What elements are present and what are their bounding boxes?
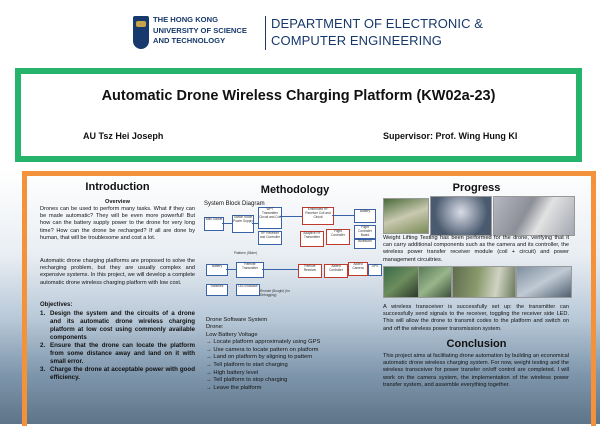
author-name: AU Tsz Hei Joseph	[83, 131, 164, 141]
system-block-diagram-remote	[204, 262, 380, 306]
transceiver-photo	[516, 266, 572, 298]
weight-test-photo	[383, 198, 429, 234]
objective-item	[40, 366, 195, 382]
objectives-list	[40, 310, 195, 382]
software-step: Drone:	[206, 324, 224, 330]
software-step: Low Battery Voltage	[206, 331, 258, 338]
diagram-box: LED Indicator	[236, 284, 260, 296]
university-name	[153, 15, 263, 47]
header-divider	[265, 16, 266, 50]
diagram-box: Switches	[206, 284, 228, 296]
methodology-heading: Methodology	[260, 184, 330, 196]
university-name-line: AND TECHNOLOGY	[153, 36, 226, 45]
diagram-note: Remote (Bought) (for Debugging)	[260, 289, 290, 297]
diagram-arrow	[280, 216, 302, 217]
introduction-heading: Introduction	[85, 181, 150, 193]
university-name-line: THE HONG KONG	[153, 15, 218, 24]
diagram-box: Flight Controller Board	[354, 225, 376, 239]
software-step: → Tell platform to stop charging	[206, 377, 288, 384]
software-steps-list	[206, 324, 376, 392]
diagram-box: Remote Receiver	[298, 264, 322, 278]
diagram-box: Added Controller	[324, 264, 348, 278]
objective-text: Ensure that the drone can locate the platform from some distance away and land on it with small error.	[50, 342, 195, 365]
objective-text: Design the system and the circuits of a drone and its automatic drone wireless charging platform at low cost using commonly available components	[50, 310, 195, 341]
diagram-box: Embedded RF Receiver Coil and Circuit	[302, 207, 334, 225]
diagram-arrow	[332, 215, 354, 216]
progress-paragraph: Weight Lifting Testing has been performed for the drone, verifying that it can carry additional components such as the camera and its controller, the wireless power transfer receiver module (coil + circuit) and power management circuitries.	[383, 235, 569, 263]
diagram-arrow	[226, 269, 236, 270]
objective-item	[40, 342, 195, 366]
diagram-label: Platform (Slider)	[234, 251, 258, 255]
supervisor-name: Supervisor: Prof. Wing Hung KI	[383, 131, 518, 141]
software-step: → Tell platform to start charging	[206, 361, 288, 368]
diagram-box: RF Receiver and Controller	[258, 231, 282, 245]
drone-photo	[430, 196, 492, 236]
diagram-box: Flight Controller	[326, 229, 350, 245]
conclusion-heading: Conclusion	[446, 338, 507, 350]
software-step: → Use camera to locate pattern on platform	[206, 346, 319, 353]
diagram-box: Switch Mode Power Supply	[232, 215, 254, 233]
objective-item	[40, 310, 195, 342]
diagram-box: Bluetooth	[354, 239, 376, 249]
title-panel	[15, 68, 582, 162]
transceiver-photo	[418, 266, 452, 298]
conclusion-paragraph: This project aims at facilitating drone automation by building an economical automatic drone wireless charging system. For now, weight testing and the wireless transceiver for power transfer on/off control are completed. I will work on the camera system, the implementation of the wireless power transfer system, and assemble everything together.	[383, 353, 569, 388]
diagram-box: Adaptive RF Transmitter	[300, 231, 324, 247]
diagram-box: Remote Transmitter	[236, 262, 264, 278]
diagram-box: Wall Socket	[204, 217, 224, 231]
diagram-box: Battery	[206, 264, 228, 276]
department-name-line: COMPUTER ENGINEERING	[271, 33, 443, 48]
diagram-box: WPT Transmitter Circuit and Coil	[258, 207, 282, 229]
software-step: → Land on platform by aligning to pattern	[206, 354, 313, 361]
transceiver-photo	[383, 266, 419, 298]
software-step: → Locate platform approximately using GPS	[206, 339, 321, 346]
progress-paragraph: A wireless transceiver is successfully set up: the transmitter can successfully send signals to the receiver, toggling the receiver side LED. This will allow the drone to transmit codes to the platform and switch on and off the wireless power transmission system.	[383, 304, 569, 332]
introduction-paragraph: Drones can be used to perform many tasks. What if they can be made automatic? They will be even more powerful! But how can the battery supply power to the drone for very long time? How can the drone be recharged? If all are done by human, that will be troublesome and cost a lot.	[40, 206, 195, 241]
objective-number: 2.	[40, 342, 46, 349]
objective-number: 1.	[40, 310, 46, 317]
diagram-box: GPS	[368, 264, 382, 276]
university-name-line: UNIVERSITY OF SCIENCE	[153, 25, 247, 35]
poster-title: Automatic Drone Wireless Charging Platform (KW02a-23)	[101, 88, 496, 104]
software-system-title: Drone Software System	[206, 317, 268, 323]
objectives-label: Objectives:	[40, 302, 73, 308]
progress-heading: Progress	[452, 182, 501, 194]
diagram-arrow	[262, 269, 298, 270]
diagram-box: Battery	[354, 209, 376, 223]
department-name-line: DEPARTMENT OF ELECTRONIC &	[271, 16, 484, 31]
department-name	[271, 15, 491, 49]
system-block-diagram-label: System Block Diagram	[204, 201, 265, 207]
university-crest-logo	[133, 16, 149, 49]
transceiver-photo	[452, 266, 516, 298]
objective-text: Charge the drone at acceptable power with good efficiency.	[50, 366, 195, 381]
system-block-diagram-hardware	[204, 207, 380, 259]
software-step: → High battery level	[206, 369, 259, 376]
objective-number: 3.	[40, 366, 46, 373]
drone-photo	[493, 196, 575, 236]
diagram-box: Added Camera	[348, 262, 368, 276]
software-step: → Leave the platform	[206, 384, 262, 391]
overview-label: Overview	[105, 199, 130, 205]
diagram-arrow	[222, 223, 232, 224]
introduction-paragraph: Automatic drone charging platforms are proposed to solve the recharging problem, but they are usually complex and expensive systems. In this project, we will develop a complete automatic drone wireless charging platform with low cost.	[40, 258, 195, 286]
